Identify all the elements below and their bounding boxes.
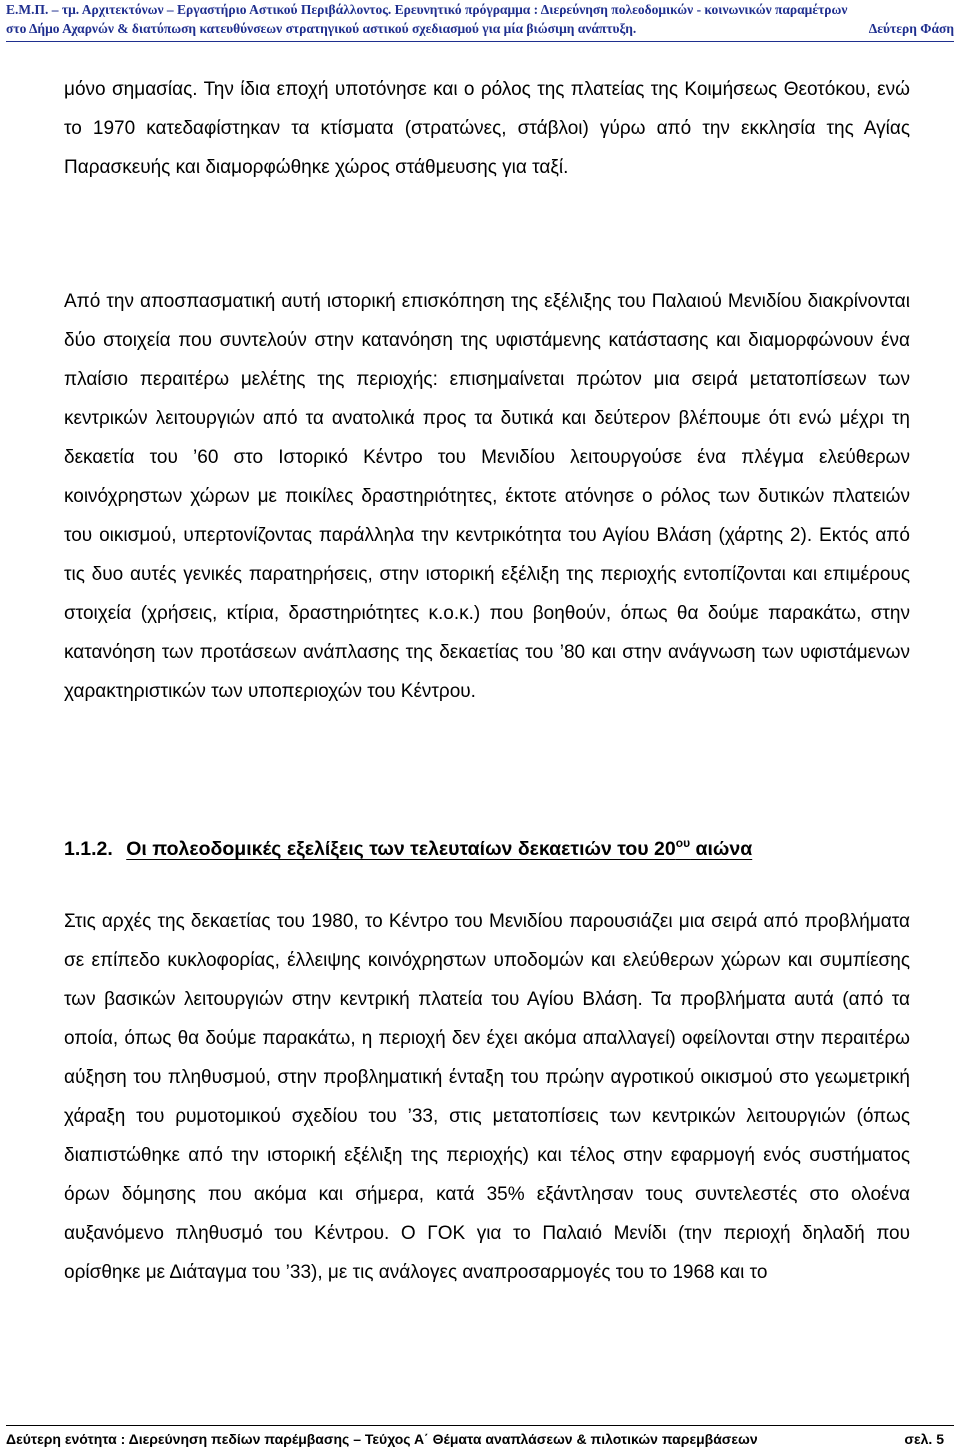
header-phase: Δεύτερη Φάση [868,21,954,36]
footer-divider [6,1425,954,1426]
paragraph-2: Από την αποσπασματική αυτή ιστορική επισκόπηση της εξέλιξης του Παλαιού Μενιδίου διακρίνονται δύο στοιχεία που συντελούν στην κατανόηση της υφιστάμενης κατάστασης και διαμορφώνουν ένα πλαίσιο περαιτέρω μελέτης της περιοχής: επισημαίνεται πρώτον μια σειρά μετατοπίσεων των κεντρικών λειτουργιών από τα ανατολικά προς τα δυτικά και δεύτερον βλέπουμε ότι ενώ μέχρι τη δεκαετία του ’60 στο Ιστορικό Κέντρο του Μενιδίου λειτουργούσε ένα πλέγμα ελεύθερων κοινόχρηστων χώρων με ποικίλες δραστηριότητες, έκτοτε ατόνησε ο ρόλος των δυτικών πλατειών του οικισμού, υπερτονίζοντας παράλληλα την κεντρικότητα του Αγίου Βλάση (χάρτης 2). Εκτός από τις δυο αυτές γενικές παρατηρήσεις, στην ιστορική εξέλιξη της περιοχής εντοπίζονται και επιμέρους στοιχεία (χρήσεις, κτίρια, δραστηριότητες κ.ο.κ.) που βοηθούν, όπως θα δούμε παρακάτω, στην κατανόηση των προτάσεων ανάπλασης της δεκαετίας του ’80 και στην ανάγνωση των υφιστάμενων χαρακτηριστικών των υποπεριοχών του Κέντρου. [64,291,910,702]
running-header [6,0,954,38]
section-title [126,838,752,860]
header-divider [6,41,954,42]
section-title-text: Οι πολεοδομικές εξελίξεις των τελευταίων δεκαετιών του 20 [126,838,676,860]
paragraph-3: Στις αρχές της δεκαετίας του 1980, το Κέντρο του Μενιδίου παρουσιάζει μια σειρά από προβλήματα σε επίπεδο κυκλοφορίας, έλλειψης κοινόχρηστων υποδομών και ελεύθερων χώρων και συμπίεσης των βασικών λειτουργιών στην κεντρική πλατεία του Αγίου Βλάση. Τα προβλήματα αυτά (από τα οποία, όπως θα δούμε παρακάτω, η περιοχή δεν έχει ακόμα απαλλαγεί) οφείλονται στην περαιτέρω αύξηση του πληθυσμού, στην προβληματική ένταξη του πρώην αγροτικού οικισμού στο γεωμετρική χάραξη του ρυμοτομικού σχεδίου του ’33, στις μετατοπίσεις των κεντρικών λειτουργιών (όπως διαπιστώθηκε από την ιστορική εξέλιξη της περιοχής) και τέλος στην εφαρμογή ενός συστήματος όρων δόμησης που ακόμα και σήμερα, κατά 35% εξάντλησαν τους συντελεστές στο ολοένα αυξανόμενο πληθυσμό του Κέντρου. Ο ΓΟΚ για το Παλαιό Μενίδι (την περιοχή δηλαδή που ορίσθηκε με Διάταγμα του ’33), με τις ανάλογες αναπροσαρμογές του το 1968 και το [64,911,910,1283]
running-footer [6,1429,944,1449]
section-heading [64,830,752,869]
section-title-superscript: ου [675,836,691,850]
header-line-2 [6,19,954,38]
section-title-end: αιώνα [690,838,753,860]
header-project-description: στο Δήμο Αχαρνών & διατύπωση κατευθύνσεων στρατηγικού αστικού σχεδιασμού για μία βιώσιμη ανάπτυξη. [6,21,637,36]
paragraph-1: μόνο σημασίας. Την ίδια εποχή υποτόνησε και ο ρόλος της πλατείας της Κοιμήσεως Θεοτόκου, ενώ το 1970 κατεδαφίστηκαν τα κτίσματα (στρατώνες, στάβλοι) γύρω από την εκκλησία της Αγίας Παρασκευής και διαμορφώθηκε χώρος στάθμευσης για ταξί. [64,79,910,178]
section-number: 1.1.2. [64,838,113,860]
footer-section-title: Δεύτερη ενότητα : Διερεύνηση πεδίων παρέμβασης – Τεύχος Α΄ Θέματα αναπλάσεων & πιλοτικών παρεμβάσεων [6,1431,758,1447]
header-line-1: Ε.Μ.Π. – τμ. Αρχιτεκτόνων – Εργαστήριο Αστικού Περιβάλλοντος. Ερευνητικό πρόγραμμα : Διερεύνηση πολεοδομικών - κοινωνικών παραμέτρων [6,2,848,17]
page-number: σελ. 5 [904,1431,944,1447]
